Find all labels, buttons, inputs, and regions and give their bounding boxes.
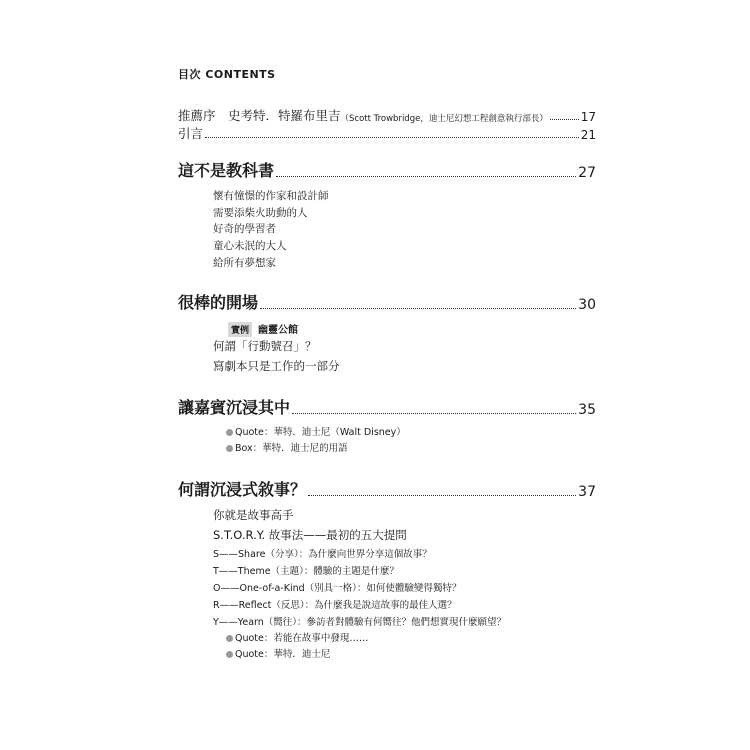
quote-note[interactable] xyxy=(226,646,330,660)
dot-leader xyxy=(276,176,576,177)
story-item-t[interactable]: T——Theme（主題）：體驗的主題是什麼？ xyxy=(213,566,399,577)
dot-leader xyxy=(260,308,576,309)
bullet-dot-icon xyxy=(226,635,233,642)
toc-subitem[interactable]: 需要添柴火助動的人 xyxy=(213,207,308,219)
toc-entry-preface[interactable] xyxy=(178,106,596,124)
note-text: Quote：華特．迪士尼（Walt Disney） xyxy=(235,427,406,438)
quote-note[interactable] xyxy=(226,630,368,644)
toc-subitem[interactable]: S.T.O.R.Y. 故事法——最初的五大提問 xyxy=(213,528,407,542)
chapter-title: 很棒的開場 xyxy=(178,293,259,312)
note-text: Quote：若能在故事中發現…… xyxy=(235,633,369,644)
dot-leader xyxy=(205,137,579,138)
toc-chapter-1[interactable] xyxy=(178,158,596,181)
toc-subitem[interactable]: 寫劇本只是工作的一部分 xyxy=(213,359,340,373)
bullet-dot-icon xyxy=(226,429,233,436)
chapter-title: 何謂沉浸式敘事？ xyxy=(178,480,307,499)
toc-chapter-4[interactable] xyxy=(178,477,596,500)
story-item-o[interactable]: O——One-of-a-Kind（別具一格）：如何使體驗變得獨特？ xyxy=(213,583,462,594)
toc-subitem[interactable]: 童心未泯的大人 xyxy=(213,240,287,252)
chapter-page-number: 37 xyxy=(578,484,596,500)
chapter-page-number: 30 xyxy=(578,297,596,313)
story-item-y[interactable]: Y——Yearn（嚮往）：參訪者對體驗有何嚮往？他們想實現什麼願望？ xyxy=(213,617,507,628)
bullet-dot-icon xyxy=(226,651,233,658)
toc-subitem[interactable]: 你就是故事高手 xyxy=(213,508,294,522)
note-text: Quote：華特．迪士尼 xyxy=(235,649,331,660)
dot-leader xyxy=(550,119,579,120)
box-note[interactable] xyxy=(226,440,348,454)
dot-leader xyxy=(292,413,576,414)
quote-note[interactable] xyxy=(226,424,406,438)
toc-entry-note: （Scott Trowbridge，迪士尼幻想工程創意執行部長） xyxy=(340,114,548,124)
dot-leader xyxy=(308,495,576,496)
toc-entry-title: 引言 xyxy=(178,126,204,141)
contents-header: 目次 CONTENTS xyxy=(178,68,276,81)
toc-page-number: 21 xyxy=(580,128,596,142)
note-text: Box：華特．迪士尼的用語 xyxy=(235,443,348,454)
chapter-page-number: 27 xyxy=(578,165,596,181)
story-item-r[interactable]: R——Reflect（反思）：為什麼我是說這故事的最佳人選？ xyxy=(213,600,457,611)
case-study-entry[interactable] xyxy=(228,318,298,337)
chapter-page-number: 35 xyxy=(578,402,596,418)
toc-subitem[interactable]: 懷有憧憬的作家和設計師 xyxy=(213,190,329,202)
toc-entry-intro[interactable] xyxy=(178,124,596,142)
case-title: 幽靈公館 xyxy=(258,325,299,336)
toc-entry-title: 推薦序 史考特．特羅布里吉 xyxy=(178,108,341,123)
chapter-title: 讓嘉賓沉浸其中 xyxy=(178,398,291,417)
story-item-s[interactable]: S——Share（分享）：為什麼向世界分享這個故事？ xyxy=(213,549,432,560)
case-badge: 實例 xyxy=(228,322,252,337)
toc-subitem[interactable]: 給所有夢想家 xyxy=(213,257,276,269)
toc-chapter-2[interactable] xyxy=(178,290,596,313)
bullet-dot-icon xyxy=(226,445,233,452)
toc-page-number: 17 xyxy=(580,110,596,124)
chapter-title: 這不是教科書 xyxy=(178,161,275,180)
toc-chapter-3[interactable] xyxy=(178,395,596,418)
toc-subitem[interactable]: 好奇的學習者 xyxy=(213,223,276,235)
toc-subitem[interactable]: 何謂「行動號召」？ xyxy=(213,339,317,353)
